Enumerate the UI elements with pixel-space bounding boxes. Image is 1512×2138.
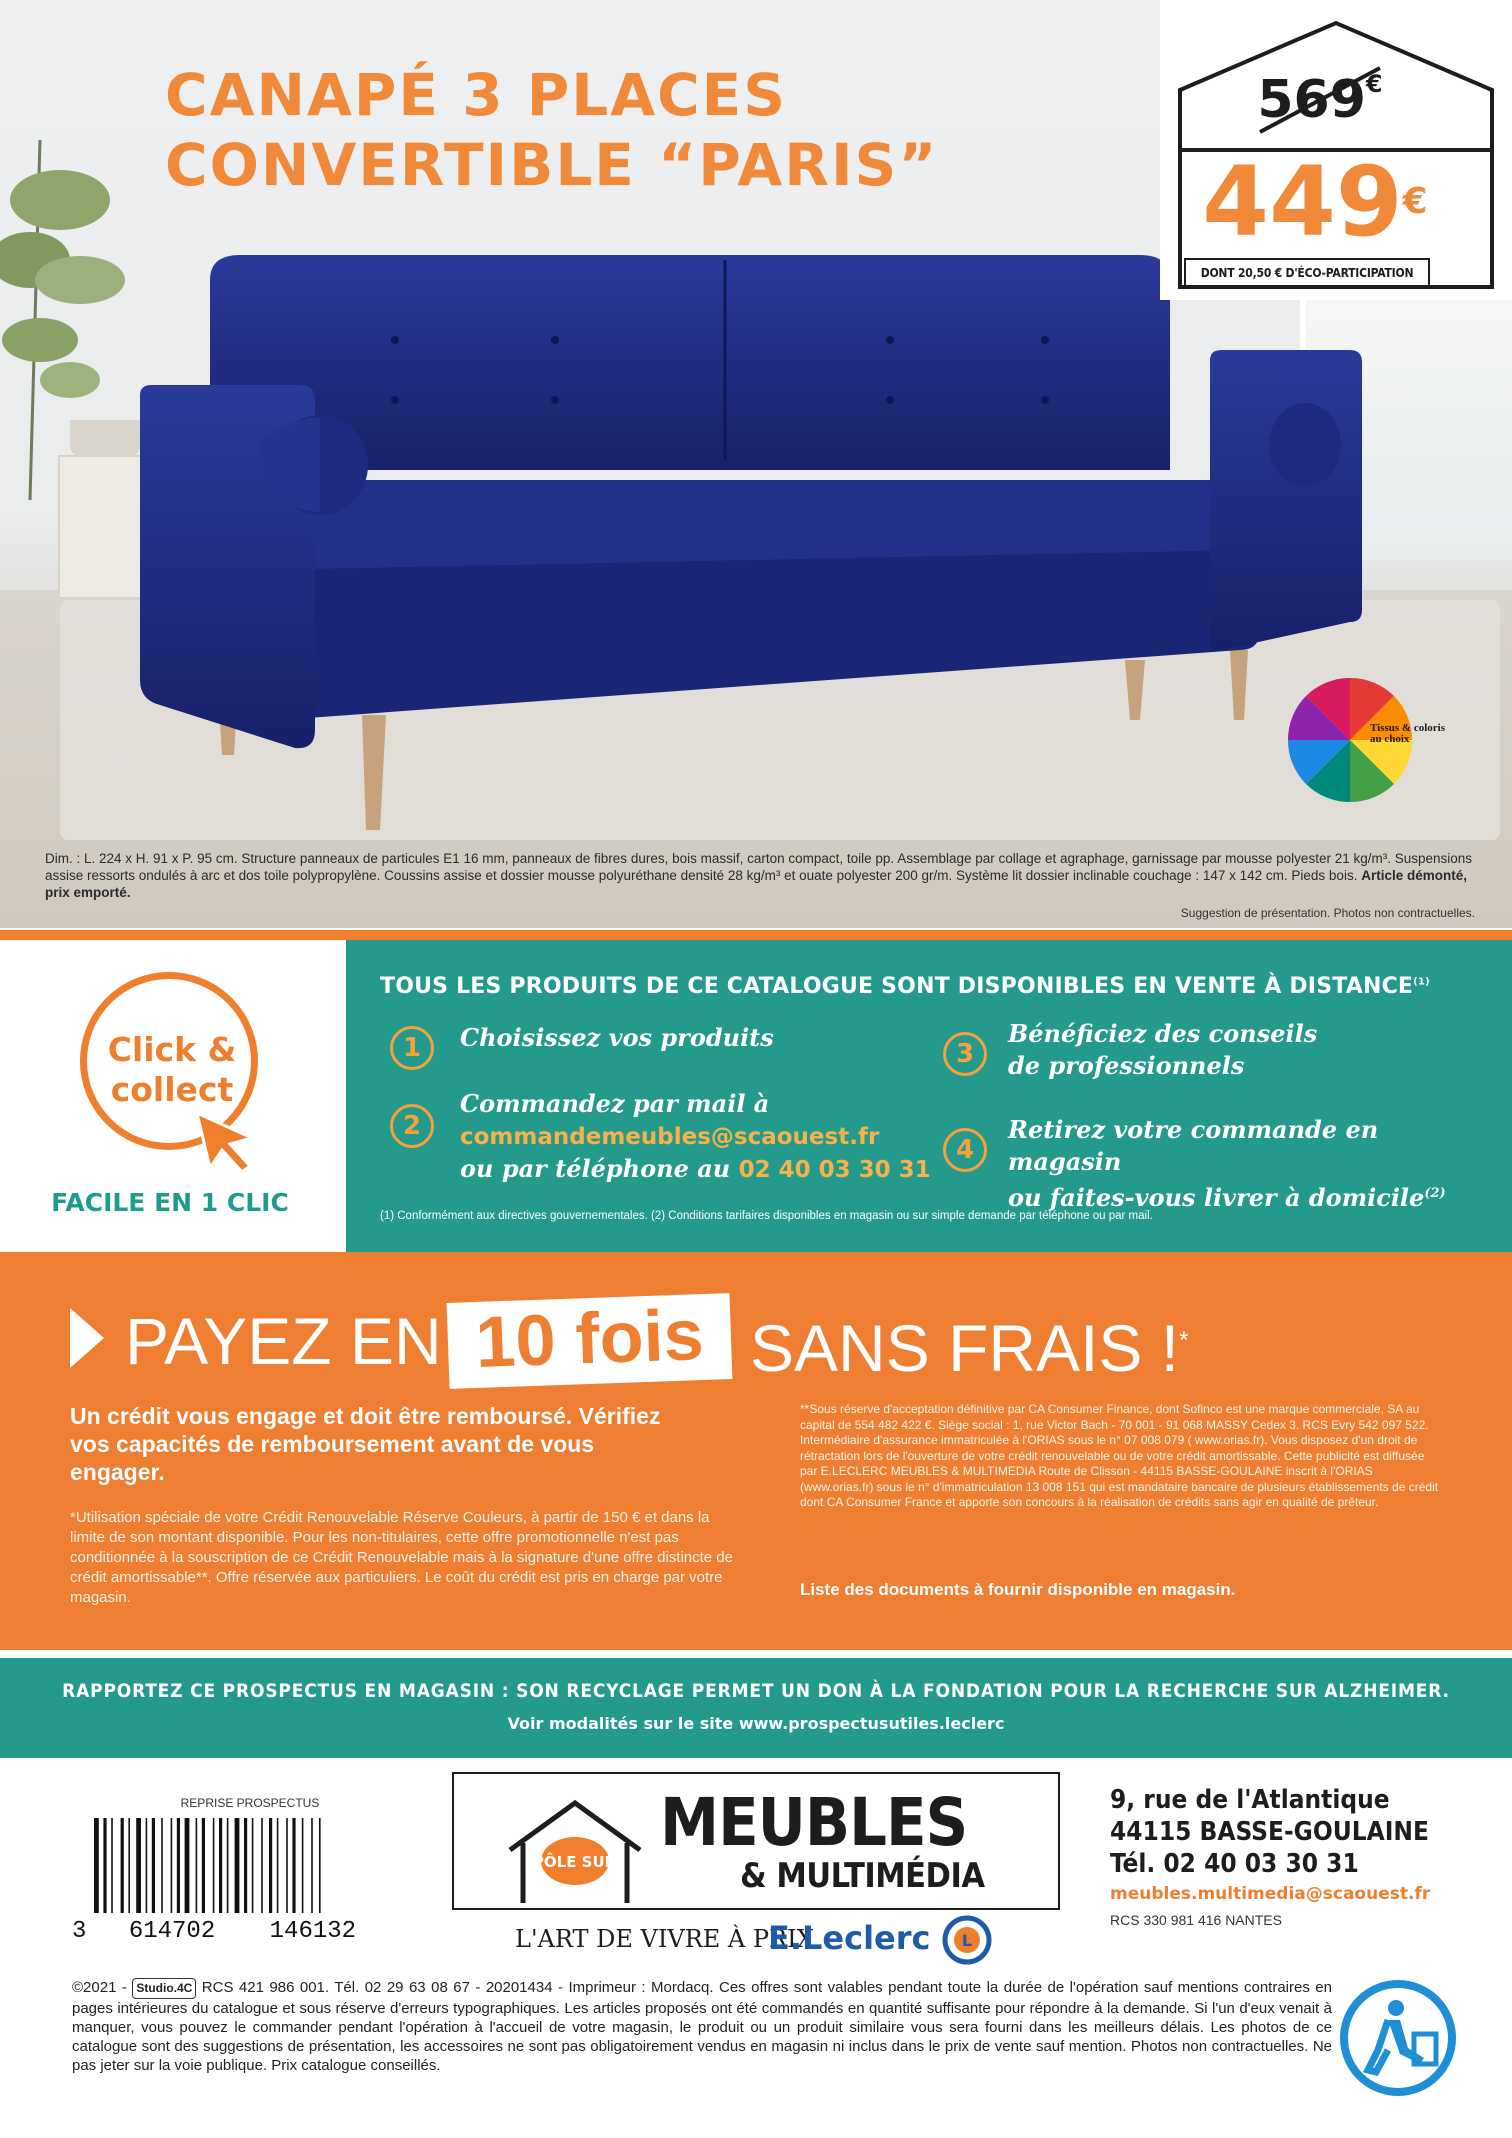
barcode-numbers xyxy=(72,1918,412,1945)
barcode-bar xyxy=(185,1818,190,1913)
barcode-bar xyxy=(227,1818,229,1913)
product-title xyxy=(165,60,1065,200)
step-1-number: 1 xyxy=(390,1026,434,1070)
barcode-bar xyxy=(244,1818,247,1913)
barcode-bar xyxy=(311,1818,313,1913)
barcode-bar xyxy=(136,1818,141,1913)
svg-text:L: L xyxy=(961,1931,973,1950)
barcode-bar xyxy=(111,1818,113,1913)
barcode-bar xyxy=(302,1818,304,1913)
store-phone[interactable]: Tél. 02 40 03 30 31 xyxy=(1110,1849,1359,1879)
recycle-banner-text: RAPPORTEZ CE PROSPECTUS EN MAGASIN : SON RECYCLAGE PERMET UN DON À LA FONDATION POUR LA RECHERCHE SUR ALZHEIMER. xyxy=(62,1680,1450,1702)
store-name: MEUBLES xyxy=(660,1784,968,1861)
presentation-note: Suggestion de présentation. Photos non contractuelles. xyxy=(1180,906,1475,920)
store-address-line-2: 44115 BASSE-GOULAINE xyxy=(1110,1817,1429,1847)
credit-warning: Un crédit vous engage et doit être remboursé. Vérifiez vos capacités de remboursement avant de vous engager. xyxy=(70,1403,661,1485)
new-price-value: 449 xyxy=(1202,146,1403,258)
footer-legal xyxy=(72,1978,1332,2075)
step-2-line-1: Commandez par mail à xyxy=(460,1089,770,1118)
barcode-bar xyxy=(146,1818,148,1913)
credit-note: *Utilisation spéciale de votre Crédit Renouvelable Réserve Couleurs, à partir de 150 € et dans la limite de son montant disponible. Pour les non-titulaires, cette offre promotionnelle n'est pas conditionnée à la souscription de ce Crédit Renouvelable mais à la signature d'une offre distincte de crédit amortissable**. Offre réservée aux particuliers. Le coût du crédit est pris en charge par votre magasin. xyxy=(70,1509,733,1606)
barcode-bar xyxy=(171,1818,173,1913)
order-phone-link[interactable]: 02 40 03 30 31 xyxy=(738,1157,931,1183)
order-email-link[interactable]: commandemeubles@scaouest.fr xyxy=(460,1124,880,1150)
recycle-banner-link[interactable]: Voir modalités sur le site www.prospectusutiles.leclerc xyxy=(507,1714,1005,1733)
divider xyxy=(0,930,1512,940)
studio-logo: Studio.4C xyxy=(132,1978,196,1999)
store-address xyxy=(1110,1784,1429,1880)
step-4-number: 4 xyxy=(943,1128,987,1172)
payment-headline-2-text: SANS FRAIS ! xyxy=(750,1311,1180,1385)
old-price-value: 569 xyxy=(1257,70,1366,130)
cursor-icon xyxy=(192,1108,262,1178)
step-4-text xyxy=(1008,1114,1498,1214)
step-4-line-2: ou faites-vous livrer à domicile xyxy=(1008,1183,1425,1212)
leclerc-brand: E.Leclerc xyxy=(768,1919,931,1957)
step-3-number: 3 xyxy=(943,1032,987,1076)
dims-bold: Article démonté, prix emporté. xyxy=(45,868,1467,900)
barcode-bar xyxy=(319,1818,321,1913)
remote-sale-title-sup: (1) xyxy=(1413,976,1430,988)
barcode-bar xyxy=(292,1818,295,1913)
title-line-1: CANAPÉ 3 PLACES xyxy=(165,61,788,129)
leclerc-logo-icon xyxy=(942,1915,992,1965)
color-wheel-label: Tissus & coloris au choix xyxy=(1370,722,1445,745)
barcode-digit-1: 3 xyxy=(72,1918,87,1945)
barcode-bar xyxy=(219,1818,222,1913)
remote-sale-note: (1) Conformément aux directives gouvernementales. (2) Conditions tarifaires disponibles en magasin ou sur simple demande par téléphone ou par mail. xyxy=(380,1210,1153,1222)
barcode-bar xyxy=(94,1818,99,1913)
barcode-bar xyxy=(286,1818,288,1913)
pole-sud-text: PÔLE SUD xyxy=(532,1853,618,1871)
eco-participation: DONT 20,50 € D'ÉCO-PARTICIPATION xyxy=(1184,258,1430,288)
click-collect-easy: FACILE EN 1 CLIC xyxy=(51,1188,289,1217)
reprise-label: REPRISE PROSPECTUS xyxy=(180,1796,320,1810)
step-3-text xyxy=(1008,1018,1488,1082)
store-name-2: & MULTIMÉDIA xyxy=(740,1856,985,1896)
title-line-2: CONVERTIBLE “PARIS” xyxy=(165,131,939,199)
footer-prefix: ©2021 - xyxy=(72,1979,127,1996)
credit-legal: **Sous réserve d'acceptation définitive par CA Consumer Finance, dont Sofinco est une marque commerciale, SA au capital de 554 482 422 €. Siège social : 1, rue Victor Bach - 70 001 - 91 068 MASSY Cedex 3. RCS Evry 542 097 522. Intermédiaire d'assurance immatriculée à l'ORIAS sous le n° 07 008 079 ( www.orias.fr). Vous disposez d'un droit de rétractation lors de l'ouverture de votre crédit renouvelable ou de votre crédit amortissable. Cette publicité est diffusée par E.LECLERC MEUBLES & MULTIMEDIA Route de Clisson - 44115 BASSE-GOULAINE inscrit à l'ORIAS (www.orias.fr) sous le n° d'immatriculation 13 008 151 qui est mandataire bancaire de plusieurs établissements de crédit dont CA Consumer France et apporte son concours à la réalisation de crédits sans agir en qualité de prêteur. xyxy=(800,1402,1439,1509)
barcode-bar xyxy=(252,1818,254,1913)
store-rcs: RCS 330 981 416 NANTES xyxy=(1110,1912,1282,1928)
barcode-bar xyxy=(261,1818,263,1913)
plant-image xyxy=(0,80,150,500)
remote-sale-title xyxy=(380,974,1500,999)
barcode-bar xyxy=(177,1818,180,1913)
recycle-banner xyxy=(0,1658,1512,1758)
barcode-image xyxy=(92,1818,402,1913)
arrow-right-icon xyxy=(70,1308,104,1368)
payment-headline-1: PAYEZ EN xyxy=(125,1304,442,1378)
barcode-bar xyxy=(103,1818,106,1913)
pole-sud-logo xyxy=(505,1795,645,1907)
remote-sale-title-text: TOUS LES PRODUITS DE CE CATALOGUE SONT DISPONIBLES EN VENTE À DISTANCE xyxy=(380,974,1414,999)
barcode-bar xyxy=(128,1818,130,1913)
store-address-line-1: 9, rue de l'Atlantique xyxy=(1110,1785,1390,1815)
store-tagline: L'ART DE VIVRE À PRIX xyxy=(515,1925,814,1953)
product-dimensions xyxy=(45,850,1475,901)
step-2-text xyxy=(460,1088,960,1186)
payment-highlight: 10 fois xyxy=(474,1295,705,1383)
step-2-number: 2 xyxy=(390,1104,434,1148)
click-collect-logo-text: Click & collect xyxy=(107,1030,237,1109)
dims-text: Dim. : L. 224 x H. 91 x P. 95 cm. Structure panneaux de particules E1 16 mm, panneaux de fibres dures, bois massif, carton compact, toile pp. Assemblage par collage et agraphage, garnissage par mousse polyester 21 kg/m³. Suspensions assise ressorts ondulés à arc et dos toile polypropylène. Coussins assise et dossier mousse polyuréthane densité 28 kg/m³ et ouate polyester 200 gr/m. Système lit dossier inclinable couchage : 147 x 142 cm. Pieds bois. xyxy=(45,851,1473,883)
credit-documents: Liste des documents à fournir disponible en magasin. xyxy=(800,1580,1236,1599)
barcode-digits-2: 614702 xyxy=(128,1918,216,1945)
new-price xyxy=(1190,146,1440,258)
sofa-image xyxy=(140,250,1370,840)
step-4-line-1: Retirez votre commande en magasin xyxy=(1008,1115,1379,1176)
step-1-text: Choisissez vos produits xyxy=(460,1023,774,1052)
barcode-bar xyxy=(235,1818,240,1913)
barcode-bar xyxy=(152,1818,155,1913)
step-4-sup: (2) xyxy=(1424,1186,1446,1201)
new-price-currency: € xyxy=(1402,181,1428,222)
step-3-line-2: de professionnels xyxy=(1008,1051,1245,1080)
footer-text: RCS 421 986 001. Tél. 02 29 63 08 67 - 20201434 - Imprimeur : Mordacq. Ces offres sont valables pendant toute la durée de l'opération sauf mentions contraires en pages intérieures du catalogue et sous réserve d'erreurs typographiques. Les articles proposés ont été commandés en quantité suffisante pour répondre à la demande. Si l'un d'eux venait à manquer, vous pouvez le commander pendant l'opération à l'accueil de votre magasin, le produit ou un produit similaire vous sera fourni dans les meilleurs délais. Les photos de ce catalogue sont des suggestions de présentation, les accessoires ne sont pas obligatoirement vendus en magasin ni inclus dans le prix de vente sauf mention. Photos non contractuelles. Ne pas jeter sur la voie publique. Prix catalogue conseillés. xyxy=(72,1979,1332,2074)
barcode-bar xyxy=(121,1818,124,1913)
step-2-line-3: ou par téléphone au xyxy=(460,1154,731,1183)
step-3-line-1: Bénéficiez des conseils xyxy=(1008,1019,1318,1048)
recycle-icon xyxy=(1338,1978,1458,2098)
payment-headline-2 xyxy=(750,1306,1188,1383)
barcode-bar xyxy=(277,1818,279,1913)
barcode-bar xyxy=(161,1818,163,1913)
store-email[interactable]: meubles.multimedia@scaouest.fr xyxy=(1110,1884,1431,1904)
payment-headline-2-sup: * xyxy=(1179,1327,1189,1354)
old-price-currency: € xyxy=(1365,70,1383,98)
barcode-digits-3: 146132 xyxy=(269,1918,357,1945)
strike-line xyxy=(1250,60,1390,140)
barcode-bar xyxy=(202,1818,205,1913)
barcode-bar xyxy=(269,1818,272,1913)
barcode-bar xyxy=(213,1818,215,1913)
barcode-bar xyxy=(196,1818,198,1913)
